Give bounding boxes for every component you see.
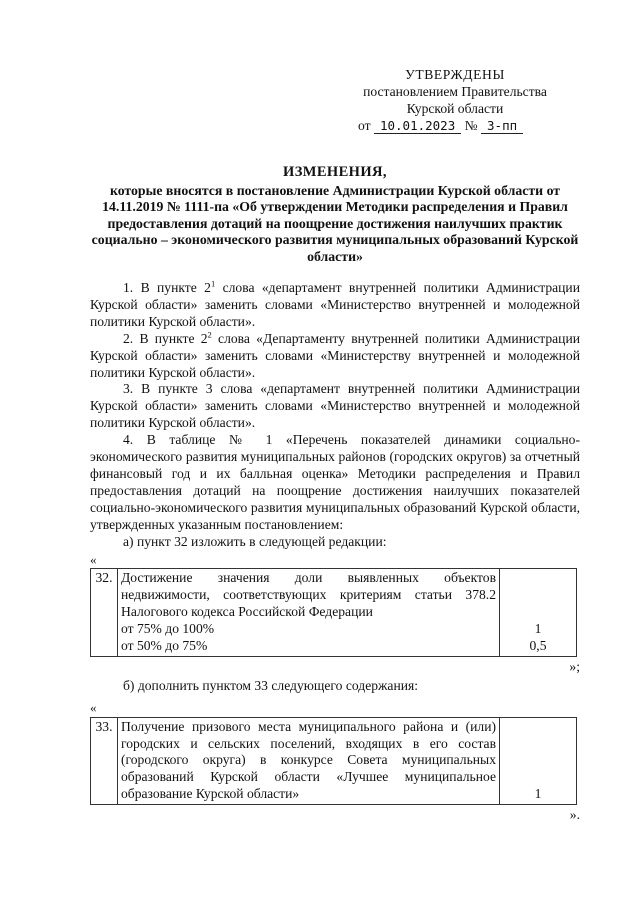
close-quote-1: »; bbox=[569, 658, 580, 674]
row-text: Получение призового места муниципального района и (или) городских и сельских поселений, входящих в его состав (городского округа) в конкурсе Совета муниципальных образований Курской области «Лучшее муниципальное образование Курской области» bbox=[118, 717, 500, 805]
approval-title: УТВЕРЖДЕНЫ bbox=[405, 67, 505, 82]
from-label: от bbox=[358, 118, 371, 133]
number-label: № bbox=[464, 118, 478, 133]
document-heading bbox=[90, 164, 580, 266]
open-quote-2: « bbox=[90, 699, 97, 715]
row-subtext-2: от 50% до 75% bbox=[121, 638, 208, 654]
item-a: а) пункт 32 изложить в следующей редакции: bbox=[123, 533, 387, 549]
document-body bbox=[90, 280, 580, 824]
table-row bbox=[91, 717, 577, 805]
open-quote-1: « bbox=[90, 551, 97, 567]
table-row bbox=[91, 569, 577, 657]
row-number: 32. bbox=[91, 569, 118, 657]
row-values bbox=[500, 569, 577, 657]
approval-line-1: постановлением Правительства bbox=[363, 84, 547, 99]
table-row-32 bbox=[90, 568, 577, 657]
close-quote-2: ». bbox=[569, 807, 580, 823]
item-2: 2. В пункте $2^2$ слова «Департаменту внутренней политики Администрации Курской области» заменить словами «Министерству внутренней и молодежной политики Курской области». bbox=[90, 329, 580, 380]
table-row-33 bbox=[90, 717, 577, 806]
approval-block bbox=[350, 66, 560, 134]
approval-date: 10.01.2023 bbox=[374, 118, 461, 134]
approval-number: 3-пп bbox=[481, 118, 523, 134]
row-values bbox=[500, 717, 577, 805]
row-value-2: 0,5 bbox=[529, 638, 547, 653]
row-value-1: 1 bbox=[534, 621, 542, 637]
approval-date-line bbox=[350, 117, 560, 134]
item-4: 4. В таблице № 1 «Перечень показателей динамики социально-экономического развития муниципальных районов (городских округов) за отчетный финансовый год и их балльная оценка» Методики распределения и Правил предоставления дотаций на поощрение достижения наилучших показателей социально-экономического развития муниципальных образований Курской области, утвержденных указанным постановлением: bbox=[90, 432, 580, 532]
row-number: 33. bbox=[91, 717, 118, 805]
row-text: Достижение значения доли выявленных объектов недвижимости, соответствующих критериям статьи 378.2 Налогового кодекса Российской Федерации от 75% до 100% от 50% до 75% bbox=[118, 569, 500, 657]
item-1-sup: 1 bbox=[210, 278, 216, 289]
item-b: б) дополнить пунктом 33 следующего содержания: bbox=[123, 677, 419, 693]
heading-title: ИЗМЕНЕНИЯ, bbox=[283, 164, 387, 180]
item-2-sup: 2 bbox=[207, 329, 212, 340]
row-subtext-1: от 75% до 100% bbox=[121, 621, 215, 637]
item-1: 1. В пункте $2^1$ слова «департамент внутренней политики Администрации Курской области» заменить словами «Министерство внутренней и молодежной политики Курской области». bbox=[90, 278, 580, 329]
approval-line-2: Курской области bbox=[406, 101, 504, 116]
item-3: 3. В пункте 3 слова «департамент внутренней политики Администрации Курской области» заменить словами «Министерство внутренней и молодежной политики Курской области». bbox=[90, 381, 580, 431]
heading-subtitle: которые вносятся в постановление Администрации Курской области от 14.11.2019 № 1111-па «Об утверждении Методики распределения и Правил предоставления дотаций на поощрение достижения наилучших практик социально – экономического развития муниципальных образований Курской области» bbox=[91, 182, 579, 264]
row-value: 1 bbox=[534, 786, 542, 802]
